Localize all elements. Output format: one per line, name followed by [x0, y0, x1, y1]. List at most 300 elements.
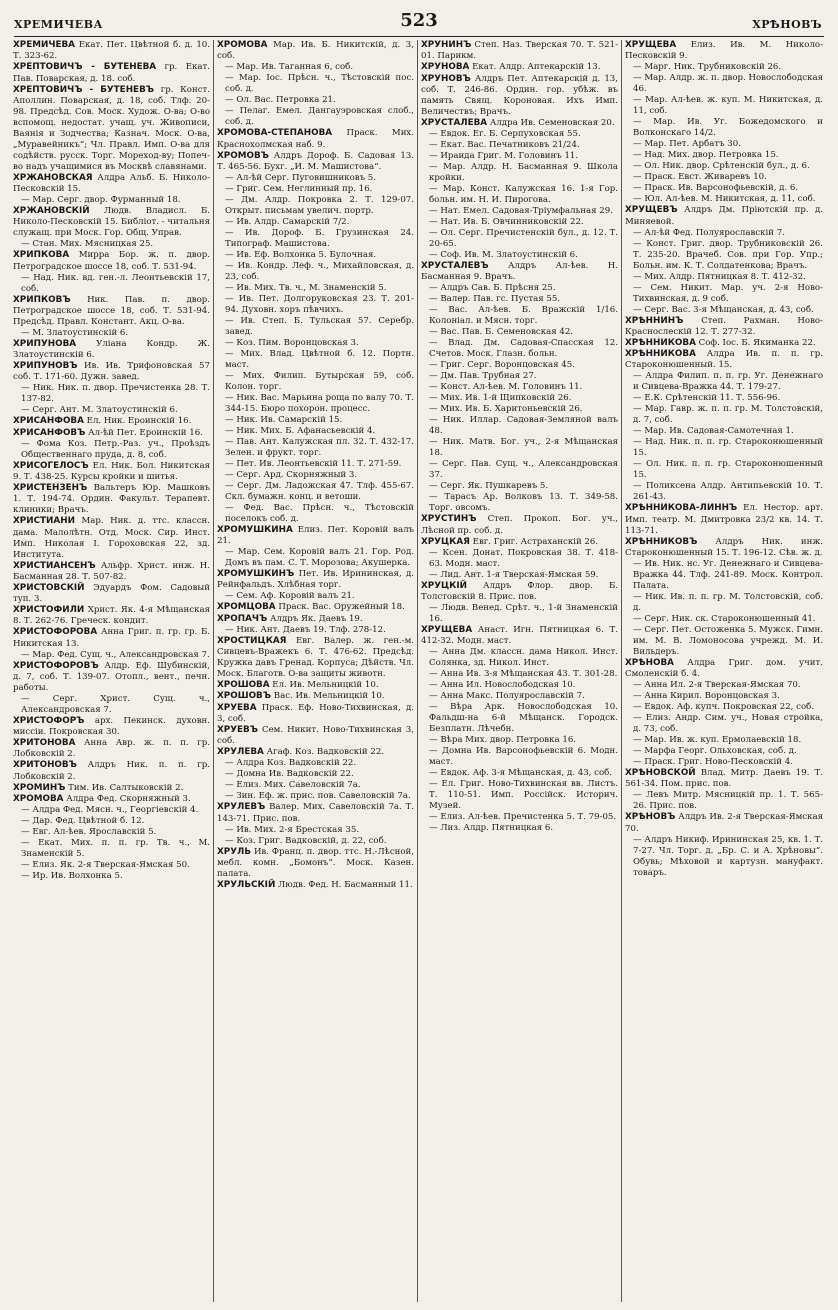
entry-details: — Ксен. Донат. Покровская 38. Т. 418-63. Модн. маст. — [429, 547, 618, 569]
column-4 — [622, 40, 826, 1302]
directory-entry — [421, 437, 618, 459]
entry-details: — Влад. Дм. Садовая-Спасская 12. Счетов. Моск. Глазн. больн. — [429, 338, 618, 360]
entry-details: Ел. Ив. Мельницкій 10. — [269, 680, 379, 690]
directory-entry — [421, 570, 618, 581]
directory-entry — [421, 702, 618, 735]
directory-entry — [625, 183, 823, 194]
directory-entry — [625, 349, 823, 371]
directory-entry — [625, 735, 823, 746]
directory-entry — [421, 371, 618, 382]
directory-entry — [421, 162, 618, 184]
directory-entry — [217, 503, 414, 525]
entry-details: — Дм. Алдр. Покровка 2. Т. 129-07. Открыт. письмам увелич. портр. — [225, 194, 414, 216]
entry-details: — Конст. Григ. двор. Трубниковскій 26. Т. 235-20. Врачеб. Сов. при Гор. Упр.; Больн. им. К. Т. Солдатенкова; Врачъ. — [633, 238, 823, 271]
directory-entry — [13, 439, 210, 461]
entry-details: — Евдок. Аф. купч. Покровская 22, соб. — [633, 702, 815, 712]
entry-details: Алдра Альб. Б. Николо-Песковскій 15. — [13, 172, 210, 194]
entry-details: — Мар. Іос. Прѣсн. ч., Тѣстовскій пос. соб. д. — [225, 73, 414, 95]
entry-details: — Ник. Ив. п. п. гр. М. Толстовскій, соб. д. — [633, 591, 823, 613]
directory-entry — [421, 261, 618, 283]
directory-entry — [625, 272, 823, 283]
directory-entry — [217, 62, 414, 73]
entry-details: — Поликсена Алдр. Антипьевскій 10. Т. 261-43. — [633, 481, 823, 503]
directory-entry — [13, 605, 210, 627]
directory-entry — [421, 228, 618, 250]
entry-details: Алдръ Дороф. Б. Садовая 13. Т. 465-56. Бухг. „И. М. Машистова“. — [217, 150, 414, 172]
entry-details: — Алдръ Никиф. Ирининская 25, кв. 1. Т. 7-27. Чл. Торг. д. „Бр. С. и А. Хрѣновы“. Обувь; Мѣховой и картузн. мануфакт. товаръ. — [633, 834, 823, 878]
directory-entry — [625, 702, 823, 713]
entry-details: — Серг. Пет. Остоженка 5. Мужск. Гимн. им. М. В. Ломоносова учрежд. М. И. Вильдеръ. — [633, 624, 823, 657]
directory-entry — [421, 206, 618, 217]
directory-entry — [421, 481, 618, 492]
column-2 — [214, 40, 418, 1302]
entry-details: — Елиз. Як. 2-я Тверская-Ямская 50. — [21, 860, 190, 870]
entry-surname: ХРѢННИНЪ — [625, 315, 684, 326]
entry-details: Алдра Фед. Скорняжный 3. — [63, 793, 191, 804]
entry-details: — Левъ Митр. Мясницкій пр. 1. Т. 565-26. Прис. пов. — [633, 790, 823, 812]
entry-details: Мар. Ник. д. ттс. классн. дама. Малолѣтн. Отд. Моск. Сир. Инст. Имп. Николая I. Гороховская 22, зд. Института. — [13, 516, 210, 560]
directory-entry — [421, 283, 618, 294]
entry-surname: ХРУЛЕВЪ — [217, 802, 266, 813]
directory-entry — [421, 514, 618, 536]
directory-entry — [625, 592, 823, 614]
entry-details: — Екат. Вас. Печатниковъ 21/24. — [429, 140, 580, 150]
entry-surname: ХРИПКОВА — [13, 250, 70, 261]
directory-entry — [625, 537, 823, 559]
directory-entry — [217, 791, 414, 802]
entry-details: — Мих. Ив. 1-й Щипковскій 26. — [429, 393, 572, 404]
directory-entry — [421, 151, 618, 162]
directory-entry — [421, 74, 618, 118]
entry-surname: ХРИСТОФОРОВА — [13, 627, 98, 638]
page-header — [10, 6, 828, 40]
entry-surname: ХРОМЦОВА — [217, 602, 276, 613]
directory-entry — [421, 823, 618, 834]
directory-entry — [217, 40, 414, 62]
entry-details: — Алдръ Сав. Б. Прѣсня 25. — [429, 283, 556, 294]
entry-details: — Ал-ѣй Фед. Полуярославскій 7. — [633, 227, 785, 238]
entry-details: Анна Григ. п. гр. гр. Б. Никитская 13. — [13, 627, 210, 649]
directory-entry — [217, 525, 414, 547]
entry-details: — Мар. Гавр. ж. п. п. гр. М. Толстовскій, д. 7, соб. — [633, 404, 823, 426]
entry-details: — Мих. Влад. Цвѣтной б. 12. Портн. маст. — [225, 348, 414, 370]
entry-details: Альфр. Христ. инж. Н. Басманная 28. Т. 507-82. — [13, 560, 210, 582]
directory-entry — [421, 360, 618, 371]
entry-details: Агаф. Коз. Вадковскій 22. — [263, 747, 385, 757]
directory-entry — [421, 459, 618, 481]
entry-details: — Стан. Мих. Мясницкая 25. — [21, 239, 154, 250]
header-right-catchword: ХРѢНОВЪ — [752, 18, 822, 31]
entry-details: Людв. Фед. Н. Басманный 11. — [275, 879, 413, 890]
entry-details: — Ираида Григ. М. Головинъ 11. — [429, 151, 579, 161]
directory-entry — [13, 461, 210, 483]
directory-entry — [217, 802, 414, 824]
directory-entry — [421, 393, 618, 404]
directory-entry — [217, 95, 414, 106]
entry-details: — Серг. Вас. 3-я Мѣщанская, д. 43, соб. — [633, 304, 814, 315]
entry-details: — Анна Ил. Новослободская 10. — [429, 680, 576, 691]
directory-entry — [217, 614, 414, 625]
entry-surname: ХРОМУШКИНА — [217, 524, 293, 535]
directory-entry — [13, 783, 210, 794]
directory-entry — [421, 691, 618, 702]
directory-entry — [421, 492, 618, 514]
entry-details: Соф. Іос. Б. Якиманка 22. — [695, 337, 816, 348]
directory-entry — [13, 561, 210, 583]
entry-surname: ХРУЕВА — [217, 702, 257, 713]
entry-details: Ал-ѣй Пет. Ероинскій 16. — [85, 427, 203, 438]
entry-details: Вальтеръ Юр. Машковъ 1. Т. 194-74. Ордин. Факульт. Терапевт. клиники; Врачъ. — [13, 483, 210, 516]
entry-surname: ХРОШОВЪ — [217, 691, 272, 702]
directory-entry — [217, 371, 414, 393]
directory-entry — [217, 547, 414, 569]
directory-entry — [421, 625, 618, 647]
directory-entry — [217, 825, 414, 836]
directory-entry — [217, 250, 414, 261]
directory-entry — [625, 117, 823, 139]
entry-details: Степ. Наз. Тверская 70. Т. 521-01. Парикм. — [421, 40, 618, 62]
directory-entry — [13, 816, 210, 827]
entry-details: — Зин. Еф. ж. прис. пов. Савеловскій 7а. — [225, 791, 411, 802]
header-rule — [14, 36, 824, 37]
directory-entry — [625, 658, 823, 680]
entry-details: — Алдра Филип. п. п. гр. Уг. Денежнаго и Сивцева-Вражка 44. Т. 179-27. — [633, 371, 823, 393]
entry-surname: ХРИСТОФОРЪ — [13, 715, 85, 726]
column-1 — [10, 40, 214, 1302]
entry-details: — Ив. Мих. Тв. ч., М. Знаменскій 5. — [225, 282, 387, 293]
directory-entry — [217, 151, 414, 173]
directory-entry — [13, 206, 210, 239]
directory-entry — [625, 503, 823, 536]
entry-surname: ХРѢННИКОВА — [625, 349, 696, 359]
directory-entry — [625, 371, 823, 393]
directory-entry — [421, 217, 618, 228]
directory-entry — [625, 95, 823, 117]
entry-details: — Ол. Ник. двор. Срѣтенскій бул., д. 6. — [633, 161, 810, 172]
directory-entry — [13, 239, 210, 250]
entry-surname: ХРОПАЧЪ — [217, 613, 268, 624]
directory-entry — [217, 228, 414, 250]
entry-surname: ХРИСАНФОВА — [13, 416, 84, 427]
directory-entry — [13, 85, 210, 173]
entry-details: Алдръ Пет. Аптекарскій д. 13, соб. Т. 246-86. Ордин. гор. убѣж. въ память Свящ. Короновая. Ихъ Имп. Величествъ; Врачъ. — [421, 73, 618, 117]
directory-entry — [13, 328, 210, 339]
entry-details: — Марг. Ник. Трубниковскій 26. — [633, 62, 782, 73]
entry-details: Мирра Бор. ж. п. двор. Петроградское шоссе 18, соб. Т. 531-94. — [13, 250, 210, 272]
directory-entry — [421, 118, 618, 129]
directory-entry — [217, 680, 414, 691]
directory-entry — [13, 694, 210, 716]
directory-entry — [13, 760, 210, 782]
directory-entry — [13, 716, 210, 738]
entry-details: — Над. Ник. п. п. гр. Староконюшенный 15. — [633, 437, 823, 459]
directory-entry — [13, 250, 210, 272]
entry-surname: ХРѢНОВА — [625, 657, 674, 668]
entry-details: — Мар. Алдр. ж. п. двор. Новослободская 46. — [633, 73, 823, 95]
entry-details: — Пелаг. Емел. Дангауэровская слоб., соб. д. — [225, 106, 414, 128]
entry-details: — Ир. Ив. Волхонка 5. — [21, 871, 123, 881]
directory-entry — [421, 746, 618, 768]
directory-entry — [13, 661, 210, 694]
entry-surname: ХРУСТИНЪ — [421, 514, 477, 525]
entry-surname: ХРИСТОВСКІЙ — [13, 582, 85, 593]
entry-details: — Праск. Ив. Варсонофьевскій, д. 6. — [633, 183, 799, 194]
entry-details: — Пав. Ант. Калужская пл. 32. Т. 432-17. Зелен. и фрукт. торг. — [225, 436, 414, 458]
entry-details: Алдръ Флор. двор. Б. Толстовскій 8. Прис. пов. — [421, 580, 618, 602]
entry-details: — Соф. Ив. М. Златоустинскій 6. — [429, 250, 578, 260]
columns — [10, 40, 828, 1302]
entry-details: — Ал-ѣй Серг. Пуговишниковъ 5. — [225, 172, 376, 183]
directory-entry — [625, 426, 823, 437]
entry-details: — Сем. Никит. Мар. уч. 2-я Ново-Тихвинская, д. 9 соб. — [633, 282, 823, 304]
entry-details: Ив. Франц. п. двор. ттс. Н.-Лѣсной, мебл. комн. „Бомонъ“. Моск. Казен. палата. — [217, 846, 414, 879]
directory-entry — [625, 768, 823, 790]
directory-entry — [421, 537, 618, 548]
entry-details: — Мих. Алдр. Пятницкая 8. Т. 412-32. — [633, 271, 806, 282]
entry-details: — Валер. Пав. гс. Пустая 55. — [429, 294, 561, 305]
directory-entry — [217, 625, 414, 636]
directory-entry — [625, 459, 823, 481]
directory-entry — [421, 812, 618, 823]
entry-details: — Евдок. Ег. Б. Серпуховская 55. — [429, 129, 581, 139]
entry-details: Праск. Мих. Краснохолмская наб. 9. — [217, 128, 414, 150]
entry-details: — Е.К. Срѣтенскій 11. Т. 556-96. — [633, 393, 781, 404]
entry-surname: ХРУЛЕВА — [217, 747, 264, 757]
directory-entry — [421, 404, 618, 415]
directory-entry — [217, 217, 414, 228]
directory-entry — [217, 569, 414, 591]
entry-details: Эдуардъ Фом. Садовый туп. 3. — [13, 582, 210, 604]
entry-details: Елиз. Пет. Коровій валъ 21. — [217, 524, 414, 546]
entry-surname: ХРИПУНОВЪ — [13, 361, 78, 371]
entry-details: Мар. Ив. Б. Никитскій, д. 3, соб. — [217, 40, 414, 62]
page-number: 523 — [400, 10, 438, 31]
entry-details: — М. Златоустинскій 6. — [21, 327, 129, 338]
entry-details: — Серг. Як. Пушкаревъ 5. — [429, 481, 549, 492]
directory-entry — [625, 139, 823, 150]
entry-details: — Анна Кирил. Воронцовская 3. — [633, 691, 780, 701]
entry-details: — Григ. Серг. Воронцовская 45. — [429, 360, 575, 371]
entry-details: — Домна Ив. Вадковскій 22. — [225, 769, 354, 780]
entry-details: Алдръ Ив. 2-я Тверская-Ямская 70. — [625, 812, 823, 834]
directory-entry — [13, 738, 210, 760]
entry-details: — Лид. Ант. 1-я Тверская-Ямская 59. — [429, 569, 599, 580]
directory-entry — [421, 768, 618, 779]
entry-surname: ХРОМИНЪ — [13, 782, 66, 793]
directory-entry — [217, 725, 414, 747]
entry-details: Сем. Никит. Ново-Тихвинская 3, соб. — [217, 724, 414, 746]
directory-entry — [625, 404, 823, 426]
directory-entry — [217, 780, 414, 791]
entry-details: Алдръ Ник. п. п. гр. Лобковскій 2. — [13, 760, 210, 782]
entry-surname: ХРЕМИЧЕВА — [13, 40, 75, 50]
directory-entry — [421, 680, 618, 691]
entry-details: Валер. Мих. Савеловскій 7а. Т. 143-71. Прис. пов. — [217, 802, 414, 824]
entry-details: — Дм. Пав. Трубная 27. — [429, 371, 537, 382]
directory-entry — [13, 871, 210, 882]
entry-details: Уліана Кондр. Ж. Златоустинскій 6. — [13, 338, 210, 360]
entry-details: Анна Авр. ж. п. п. гр. Лобковскій 2. — [13, 738, 210, 760]
directory-entry — [625, 393, 823, 404]
entry-surname: ХРИСТИАНИ — [13, 516, 75, 527]
directory-entry — [421, 327, 618, 338]
directory-entry — [421, 294, 618, 305]
directory-entry — [625, 205, 823, 227]
directory-entry — [625, 316, 823, 338]
entry-details: — Ол. Серг. Пречистенскій бул., д. 12. Т. 20-65. — [429, 228, 618, 249]
entry-surname: ХРУЩЕВА — [421, 625, 473, 635]
directory-entry — [13, 62, 210, 84]
entry-surname: ХРЖАНОВСКІЙ — [13, 206, 90, 216]
entry-details: — Ник. Иллар. Садовая-Земляной валъ 48. — [429, 415, 618, 437]
entry-surname: ХРѢННИКОВА — [625, 337, 696, 348]
entry-details: Ел. Нестор. арт. Имп. театр. М. Дмитровка 23/2 кв. 14. Т. 113-71. — [625, 503, 823, 536]
directory-entry — [421, 581, 618, 603]
directory-entry — [421, 669, 618, 680]
entry-surname: ХРИПКОВЪ — [13, 294, 71, 305]
entry-details: — Серг. Ант. М. Златоустинскій 6. — [21, 405, 178, 416]
column-3 — [418, 40, 622, 1302]
entry-details: — Фед. Вас. Прѣсн. ч., Тѣстовскій поселокъ соб. д. — [225, 502, 414, 524]
directory-entry — [625, 614, 823, 625]
directory-entry — [217, 470, 414, 481]
directory-entry — [625, 559, 823, 592]
entry-details: — Сем. Аф. Коровій валъ 21. — [225, 591, 355, 602]
entry-details: гр. Конст. Аполлин. Поварская, д. 18, соб. Тлф. 20-98. Предсѣд. Сов. Моск. Худож. О-ва; О-во вспомощ. недостат. учащ. уч. Живописи, Ваянія и Зодчества; Казнач. Моск. О-ва, „Муравейникъ“; Чл. Правл. Имп. О-ва для содѣйств. русск. Торг. Мореход-ву; Попеч-во надъ учащимися въ Москвѣ славянами. — [13, 84, 210, 172]
entry-details: — Тарасъ Ар. Волковъ 13. Т. 349-58. Торг. овсомъ. — [429, 492, 618, 514]
entry-details: Праск. Еф. Ново-Тихвинская, д. 3, соб. — [217, 702, 414, 724]
directory-entry — [625, 40, 823, 62]
directory-entry — [13, 40, 210, 62]
directory-entry — [217, 758, 414, 769]
entry-details: — Нат. Ив. Б. Овчинниковскій 22. — [429, 217, 584, 227]
directory-entry — [217, 349, 414, 371]
entry-surname: ХРИСТЕНЗЕНЪ — [13, 483, 88, 493]
entry-details: Праск. Вас. Оружейный 18. — [275, 602, 405, 613]
directory-entry — [13, 273, 210, 295]
directory-entry — [625, 481, 823, 503]
entry-details: — Над. Мих. двор. Петровка 15. — [633, 150, 779, 161]
entry-details: арх. Пекинск. духовн. миссіи. Покровская 30. — [13, 715, 210, 737]
directory-entry — [13, 516, 210, 560]
directory-entry — [421, 40, 618, 62]
entry-details: — Праск. Григ. Ново-Песковскій 4. — [633, 757, 793, 767]
directory-entry — [421, 184, 618, 206]
entry-surname: ХРОМУШКИНЪ — [217, 569, 295, 579]
entry-surname: ХРУНИНЪ — [421, 40, 472, 50]
entry-details: — Анна Ил. 2-я Тверская-Ямская 70. — [633, 680, 801, 690]
entry-details: — Серг. Ард. Скорняжный 3. — [225, 469, 358, 480]
entry-details: — Вас. Ал-ѣев. Б. Вражскій 1/16. Колоніал. и Мясн. торг. — [429, 305, 618, 327]
entry-details: — Ник. Матв. Бог. уч., 2-я Мѣщанская 18. — [429, 437, 618, 459]
directory-entry — [625, 161, 823, 172]
entry-surname: ХРУСТАЛЕВА — [421, 117, 488, 128]
entry-details: — Григ. Сем. Неглинный пр. 16. — [225, 183, 373, 194]
entry-surname: ХРѢНОВСКОЙ — [625, 768, 696, 778]
entry-details: — Над. Ник. вд. ген.-л. Леонтьевскій 17, соб. — [21, 272, 210, 294]
directory-entry — [217, 338, 414, 349]
entry-details: — Коз. Григ. Вадковскій, д. 22, соб. — [225, 835, 387, 846]
directory-entry — [13, 805, 210, 816]
entry-details: Людв. Владисл. Б. Николо-Песковскій 15. Библіот. - читальня служащ. при Моск. Гор. Общ. Управ. — [13, 206, 210, 239]
header-left-catchword: ХРЕМИЧЕВА — [14, 18, 103, 31]
entry-surname: ХРИСТИАНСЕНЪ — [13, 560, 96, 571]
directory-entry — [217, 106, 414, 128]
directory-entry — [217, 636, 414, 680]
entry-surname: ХРОМОВА — [13, 793, 64, 804]
directory-entry — [217, 691, 414, 702]
entry-details: — Ив. Ник. нс. Уг. Денежнаго и Сивцева-Вражка 44. Тлф. 241-89. Моск. Контрол. Палата. — [633, 558, 823, 591]
entry-details: — Ив. Дороф. Б. Грузинская 24. Типограф. Машистова. — [225, 227, 414, 249]
entry-surname: ХРУЩЕВА — [625, 40, 677, 50]
entry-details: — Мар. Ив. Таганная 6, соб. — [225, 62, 354, 73]
entry-details: Алдръ Як. Даевъ 19. — [267, 613, 363, 624]
directory-entry — [217, 836, 414, 847]
entry-details: — Домна Ив. Варсонофьевскій 6. Модн. маст. — [429, 746, 618, 768]
directory-entry — [13, 195, 210, 206]
entry-details: — Анна Ив. 3-я Мѣщанская 43. Т. 301-28. — [429, 669, 618, 680]
entry-details: Христ. Як. 4-я Мѣщанская 8. Т. 262-76. Греческ. кондит. — [13, 605, 210, 627]
entry-details: — Мар. Пет. Арбатъ 30. — [633, 139, 741, 150]
directory-entry — [217, 602, 414, 613]
directory-entry — [217, 128, 414, 150]
entry-details: — Ив. Алдр. Самарскій 7/2. — [225, 216, 350, 227]
directory-entry — [217, 316, 414, 338]
entry-details: — Людв. Венед. Срѣт. ч., 1-й Знаменскій 16. — [429, 603, 618, 624]
entry-details: — Дар. Фед. Цвѣтной б. 12. — [21, 816, 145, 826]
entry-details: Пет. Ив. Ирининская, д. Рейнфальдъ. Хлѣбная торг. — [217, 569, 414, 591]
entry-details: — Мар. Ив. Садовая-Самотечная 1. — [633, 426, 794, 437]
entry-details: — Ол. Ник. п. п. гр. Староконюшенный 15. — [633, 459, 823, 481]
entry-details: — Ив. Пет. Долгоруковская 23. Т. 201-94. Духовн. хоръ пѣвчихъ. — [225, 293, 414, 315]
directory-entry — [625, 73, 823, 95]
directory-entry — [13, 583, 210, 605]
entry-details: Степ. Рахман. Ново-Краснослескій 12. Т. 277-32. — [625, 315, 823, 337]
directory-entry — [13, 339, 210, 361]
entry-details: гр. Екат. Пав. Поварская, д. 18. соб. — [13, 62, 210, 84]
directory-entry — [625, 305, 823, 316]
directory-entry — [13, 383, 210, 405]
entry-surname: ХРѢНОВЪ — [625, 812, 676, 823]
entry-details: — Ник. Ант. Даевъ 19. Тлф. 278-12. — [225, 624, 386, 635]
entry-surname: ХРУЦКІЙ — [421, 580, 467, 591]
directory-entry — [217, 847, 414, 880]
entry-details: Евг. Валер. ж. ген.-м. Сивцевъ-Вражекъ 6. Т. 476-62. Предсѣд. Кружка давъ Гренад. Корпуса; Дѣйств. Чл. Моск. Благотв. О-ва защиты животн. — [217, 635, 414, 679]
directory-entry — [217, 283, 414, 294]
entry-surname: ХРИСТОФОРОВЪ — [13, 660, 99, 671]
entry-details: Алдръ Дм. Пріютскій пр. д. Миняевой. — [625, 205, 823, 227]
entry-details: — Вас. Пав. Б. Семеновская 42. — [429, 327, 574, 338]
directory-entry — [13, 838, 210, 860]
entry-surname: ХРОМОВА-СТЕПАНОВА — [217, 128, 333, 139]
entry-surname: ХРОШОВА — [217, 680, 270, 690]
directory-entry — [217, 393, 414, 415]
entry-surname: ХРѢННИКОВЪ — [625, 536, 698, 547]
entry-details: — Коз. Пим. Воронцовская 3. — [225, 337, 359, 348]
entry-details: — Ол. Вас. Петровка 21. — [225, 95, 336, 106]
entry-surname: ХРЕПТОВИЧЪ - БУТЕНЕВА — [13, 62, 157, 73]
directory-entry — [13, 295, 210, 328]
entry-details: Алдръ Ник. инж. Староконюшенный 15. Т. 196-12. Сѣв. ж. д. — [625, 536, 823, 558]
entry-surname: ХРУНОВА — [421, 62, 470, 73]
entry-details: Ив. Ив. Трифоновская 57 соб. Т. 171-60. Дужн. завед. — [13, 361, 210, 383]
entry-details: Алдра Григ. дом. учит. Смоленскій б. 4. — [625, 657, 823, 679]
directory-entry — [421, 779, 618, 812]
entry-details: — Ив. Кондр. Леф. ч., Михайловская, д. 23, соб. — [225, 260, 414, 282]
entry-details: — Алдра Коз. Вадковскій 22. — [225, 758, 357, 769]
directory-entry — [217, 747, 414, 758]
entry-details: — Евдок. Аф. 3-я Мѣщанская, д. 43, соб. — [429, 768, 613, 779]
